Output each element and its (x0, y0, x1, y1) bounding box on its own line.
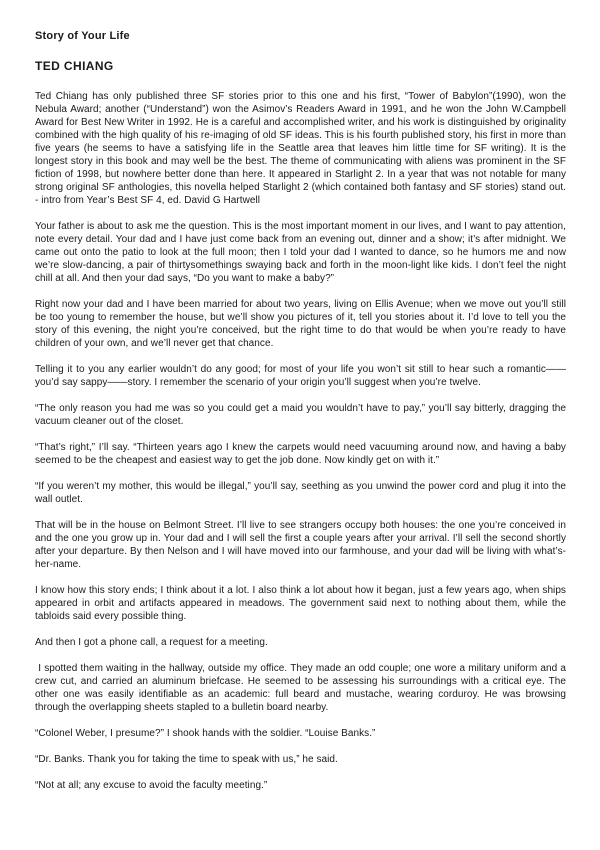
story-paragraph-10: I spotted them waiting in the hallway, outside my office. They made an odd couple; one wore a military uniform and a crew cut, and carried an aluminum briefcase. He seemed to be assessing his surroundings with a critical eye. The other one was easily identifiable as an academic: full beard and mustache, wearing corduroy. He was browsing through the overlapping sheets stapled to a bulletin board nearby. (35, 663, 569, 713)
intro-paragraph: Ted Chiang has only published three SF stories prior to this one and his first, “Tower of Babylon”(1990), won the Nebula Award; another (“Understand”) won the Asimov’s Readers Award in 1991, and he won the John W.Campbell Award for Best New Writer in 1992. He is a careful and accomplished writer, and his work is distinguished by originality combined with the high quality of his re-imaging of old SF ideas. This is his fourth published story, his first in more than five years (he seems to have a satisfying life in the Seattle area that leaves him little time for SF writing). It is the longest story in this book and may well be the best. The theme of communicating with aliens was prominent in the SF fiction of 1998, but nowhere better done than here. It appeared in Starlight 2. In a year that was not notable for many strong original SF anthologies, this novella helped Starlight 2 (which contained both fantasy and SF stories) stand out. - intro from Year’s Best SF 4, ed. David G Hartwell (35, 91, 569, 206)
story-paragraph-3: Telling it to you any earlier wouldn’t do any good; for most of your life you won’t sit still to hear such a romantic——you’d say sappy——story. I remember the scenario of your origin you’ll suggest when you’re twelve. (35, 364, 566, 388)
story-paragraph-6: “If you weren’t my mother, this would be illegal,” you’ll say, seething as you unwind the power cord and plug it into the wall outlet. (35, 481, 569, 505)
story-paragraph-4: “The only reason you had me was so you could get a maid you wouldn’t have to pay,” you’ll say bitterly, dragging the vacuum cleaner out of the closet. (35, 403, 569, 427)
story-paragraph-8: I know how this story ends; I think about it a lot. I also think a lot about how it began, just a few years ago, when ships appeared in orbit and artifacts appeared in meadows. The government said next to nothing about them, while the tabloids said every possible thing. (35, 585, 569, 622)
story-paragraph-5: “That’s right,” I’ll say. “Thirteen years ago I knew the carpets would need vacuuming around now, and having a baby seemed to be the cheapest and easiest way to get the job done. Now kindly get on with it.” (35, 442, 569, 466)
story-paragraph-7: That will be in the house on Belmont Street. I’ll live to see strangers occupy both houses: the one you’re conceived in and the one you grow up in. Your dad and I will sell the first a couple years after your arrival. I’ll sell the second shortly after your departure. By then Nelson and I will have moved into our farmhouse, and your dad will be living with what’s-her-name. (35, 520, 569, 570)
story-paragraph-1: Your father is about to ask me the question. This is the most important moment in our lives, and I want to pay attention, note every detail. Your dad and I have just come back from an evening out, dinner and a show; it’s after midnight. We came out onto the patio to look at the full moon; then I told your dad I wanted to dance, so he humors me and now we’re slow-dancing, a pair of thirtysomethings swaying back and forth in the moon-light like kids. I don’t feel the night chill at all. And then your dad says, “Do you want to make a baby?” (35, 221, 569, 284)
story-paragraph-2: Right now your dad and I have been married for about two years, living on Ellis Avenue; when we move out you’ll still be too young to remember the house, but we’ll show you pictures of it, tell you stories about it. I’d love to tell you the story of this evening, the night you’re conceived, but the right time to do that would be when you’re ready to have children of your own, and we’ll never get that chance. (35, 299, 569, 349)
story-paragraph-9: And then I got a phone call, a request for a meeting. (35, 637, 268, 648)
author-name: TED CHIANG (35, 59, 114, 73)
page-title: Story of Your Life (35, 30, 130, 42)
story-paragraph-13: “Not at all; any excuse to avoid the faculty meeting.” (35, 780, 268, 791)
story-paragraph-11: “Colonel Weber, I presume?” I shook hands with the soldier. “Louise Banks.” (35, 728, 376, 739)
story-paragraph-12: “Dr. Banks. Thank you for taking the time to speak with us,” he said. (35, 754, 338, 765)
